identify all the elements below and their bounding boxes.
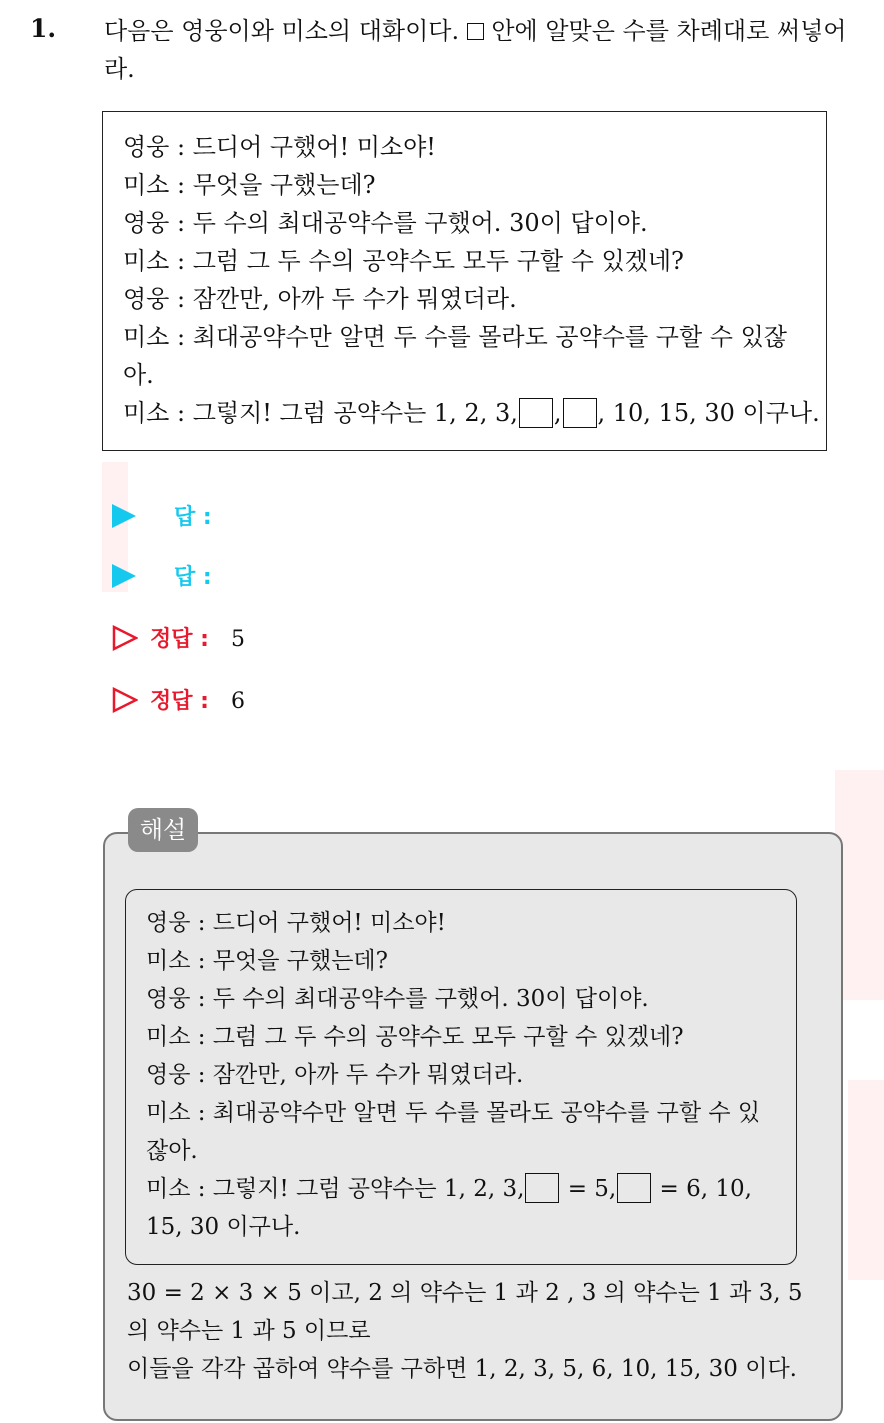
dialog-line: 미소 : 그럼 그 두 수의 공약수도 모두 구할 수 있겠네?	[146, 1024, 684, 1050]
dialog-line: 영웅 : 드디어 구했어! 미소야!	[123, 133, 436, 161]
explanation-dialog-box	[125, 889, 797, 1265]
decoration	[848, 1080, 884, 1280]
dialog-last-sep: ,	[553, 399, 562, 427]
outline-arrow-icon	[112, 687, 138, 713]
question-text-before: 다음은 영웅이와 미소의 대화이다.	[104, 17, 460, 45]
dialog-line: 미소 : 그럼 그 두 수의 공약수도 모두 구할 수 있겠네?	[123, 247, 684, 275]
dialog-line: 영웅 : 잠깐만, 아까 두 수가 뭐였더라.	[123, 285, 517, 313]
explanation-line: 이들을 각각 곱하여 약수를 구하면 1, 2, 3, 5, 6, 10, 15, 30 이다.	[127, 1356, 797, 1382]
correct-label: 정답 :	[150, 689, 209, 714]
question-text-after: 안에 알맞은 수를 차례대로 써넣어라.	[104, 17, 847, 83]
dialog-line: 영웅 : 드디어 구했어! 미소야!	[146, 910, 446, 936]
correct-value: 6	[230, 689, 245, 714]
dialog-last-line	[146, 1170, 776, 1246]
explanation-tag: 해설	[128, 808, 198, 852]
dialog-line: 영웅 : 잠깐만, 아까 두 수가 뭐였더라.	[146, 1062, 524, 1088]
correct-value: 5	[230, 627, 245, 652]
dialog-line: 영웅 : 두 수의 최대공약수를 구했어. 30이 답이야.	[146, 986, 649, 1012]
blank-box-2	[617, 1173, 651, 1203]
dialog-line: 미소 : 무엇을 구했는데?	[146, 948, 388, 974]
dialog-last-line	[123, 394, 820, 432]
question-text	[104, 12, 874, 88]
dialog-line: 미소 : 최대공약수만 알면 두 수를 몰라도 공약수를 구할 수 있잖아.	[123, 323, 787, 389]
play-arrow-icon	[112, 564, 136, 588]
dialog-box	[102, 111, 827, 451]
dialog-last-end: = 6, 10, 15, 30 이구나.	[146, 1176, 752, 1240]
answer-label: 답 :	[174, 565, 212, 590]
explanation-text	[127, 1274, 832, 1388]
answer-label: 답 :	[174, 505, 212, 530]
dialog-line: 영웅 : 두 수의 최대공약수를 구했어. 30이 답이야.	[123, 209, 648, 237]
dialog-last-prefix: 미소 : 그렇지! 그럼 공약수는 1, 2, 3,	[146, 1176, 525, 1202]
explanation-panel	[103, 832, 843, 1421]
correct-row-1	[112, 618, 245, 658]
answer-row-1	[112, 496, 212, 536]
answer-row-2	[112, 556, 212, 596]
correct-label: 정답 :	[150, 627, 209, 652]
dialog-line: 미소 : 무엇을 구했는데?	[123, 171, 376, 199]
correct-row-2	[112, 680, 245, 720]
dialog-last-prefix: 미소 : 그렇지! 그럼 공약수는 1, 2, 3,	[123, 399, 518, 427]
explanation-line: 30 = 2 × 3 × 5 이고, 2 의 약수는 1 과 2 , 3 의 약수는 1 과 3, 5 의 약수는 1 과 5 이므로	[127, 1280, 803, 1344]
outline-arrow-icon	[112, 625, 138, 651]
dialog-last-mid: = 5,	[560, 1176, 617, 1202]
blank-box-1	[525, 1173, 559, 1203]
box-symbol	[467, 23, 484, 40]
play-arrow-icon	[112, 504, 136, 528]
dialog-line: 미소 : 최대공약수만 알면 두 수를 몰라도 공약수를 구할 수 있잖아.	[146, 1100, 761, 1164]
dialog-last-suffix: , 10, 15, 30 이구나.	[597, 399, 820, 427]
blank-box-1[interactable]	[519, 398, 553, 428]
question-number: 1.	[30, 14, 57, 43]
blank-box-2[interactable]	[563, 398, 597, 428]
